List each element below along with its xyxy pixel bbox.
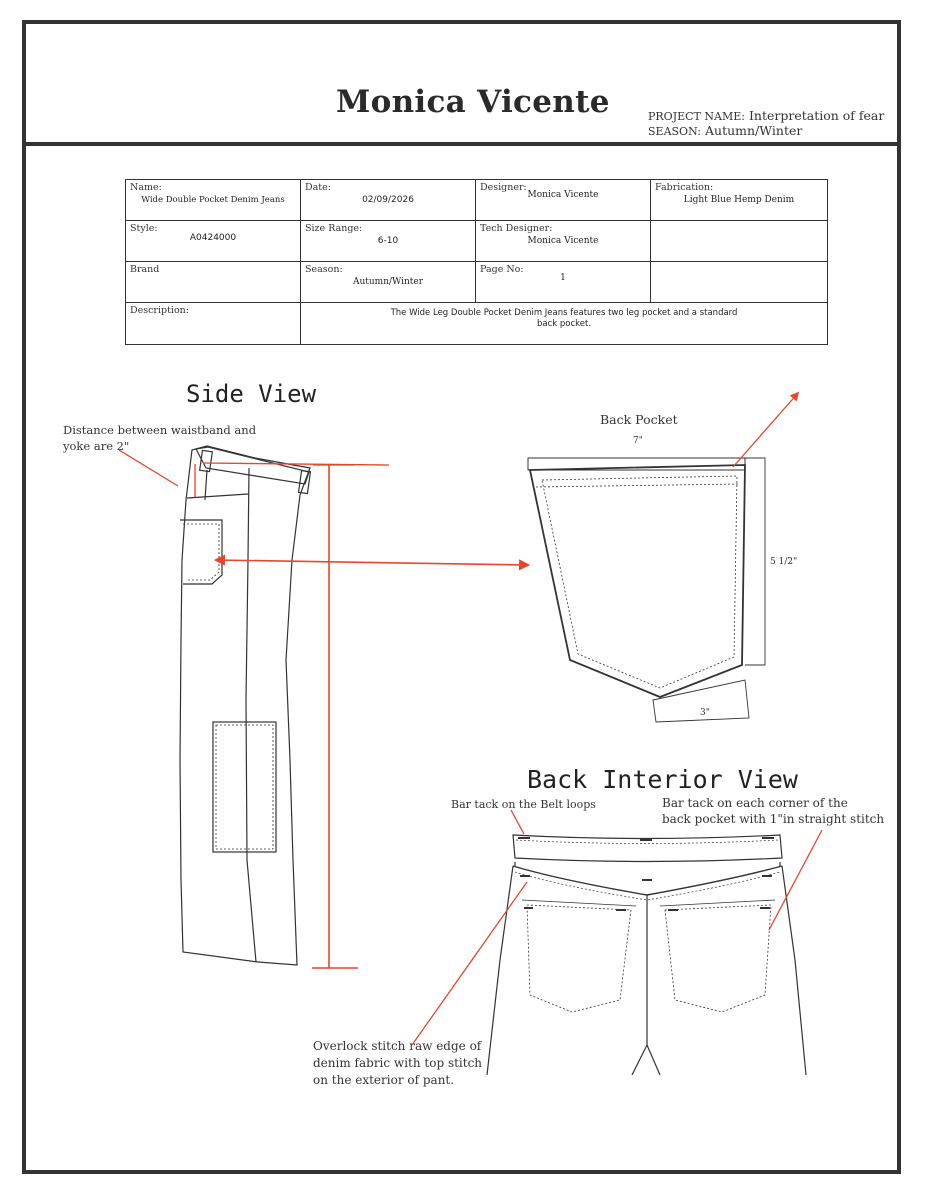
waistband-note: Distance between waistband and yoke are 2" bbox=[63, 423, 257, 453]
side-view-pant bbox=[180, 446, 310, 965]
back-pocket-title: Back Pocket bbox=[600, 412, 678, 427]
pocket-bottom-label: 3" bbox=[700, 708, 710, 718]
back-interior-title: Back Interior View bbox=[527, 765, 798, 794]
cell-tech-designer: Tech Designer: Monica Vicente bbox=[476, 221, 651, 262]
pocket-width-label: 7" bbox=[633, 436, 643, 446]
side-view-title: Side View bbox=[186, 380, 317, 408]
cell-description-label: Description: bbox=[126, 303, 301, 345]
season-label: SEASON: bbox=[648, 125, 702, 138]
pocket-pointer-arrow bbox=[733, 393, 798, 467]
project-name-label: PROJECT NAME: bbox=[648, 110, 745, 123]
cell-brand: Brand bbox=[126, 262, 301, 303]
description-line: back pocket. bbox=[536, 319, 592, 329]
overlock-note: Overlock stitch raw edge of denim fabric with top stitch on the exterior of pant. bbox=[313, 1039, 483, 1087]
back-interior-drawing bbox=[487, 835, 806, 1075]
cell-season: Season: Autumn/Winter bbox=[301, 262, 476, 303]
project-name-value: Interpretation of fear bbox=[748, 108, 885, 123]
back-pocket-drawing bbox=[528, 458, 765, 722]
pocket-height-label: 5 1/2" bbox=[770, 557, 798, 567]
back-interior-annotations bbox=[412, 810, 822, 1045]
cell-style: Style: A0424000 bbox=[126, 221, 301, 262]
cell-name: Name: Wide Double Pocket Denim Jeans bbox=[126, 180, 301, 221]
cell-date: Date: 02/09/2026 bbox=[301, 180, 476, 221]
cell-designer: Designer: Monica Vicente bbox=[476, 180, 651, 221]
description-line: The Wide Leg Double Pocket Denim Jeans features two leg pocket and a standard bbox=[390, 308, 738, 318]
cell-fabrication: Fabrication: Light Blue Hemp Denim bbox=[651, 180, 828, 221]
cell-size-range: Size Range: 6-10 bbox=[301, 221, 476, 262]
belt-loop-note: Bar tack on the Belt loops bbox=[451, 798, 596, 811]
designer-title: Monica Vicente bbox=[336, 84, 610, 120]
pocket-corner-note: Bar tack on each corner of the back pocket with 1"in straight stitch bbox=[662, 796, 885, 826]
cell-page: Page No: 1 bbox=[476, 262, 651, 303]
season-value: Autumn/Winter bbox=[705, 123, 803, 138]
